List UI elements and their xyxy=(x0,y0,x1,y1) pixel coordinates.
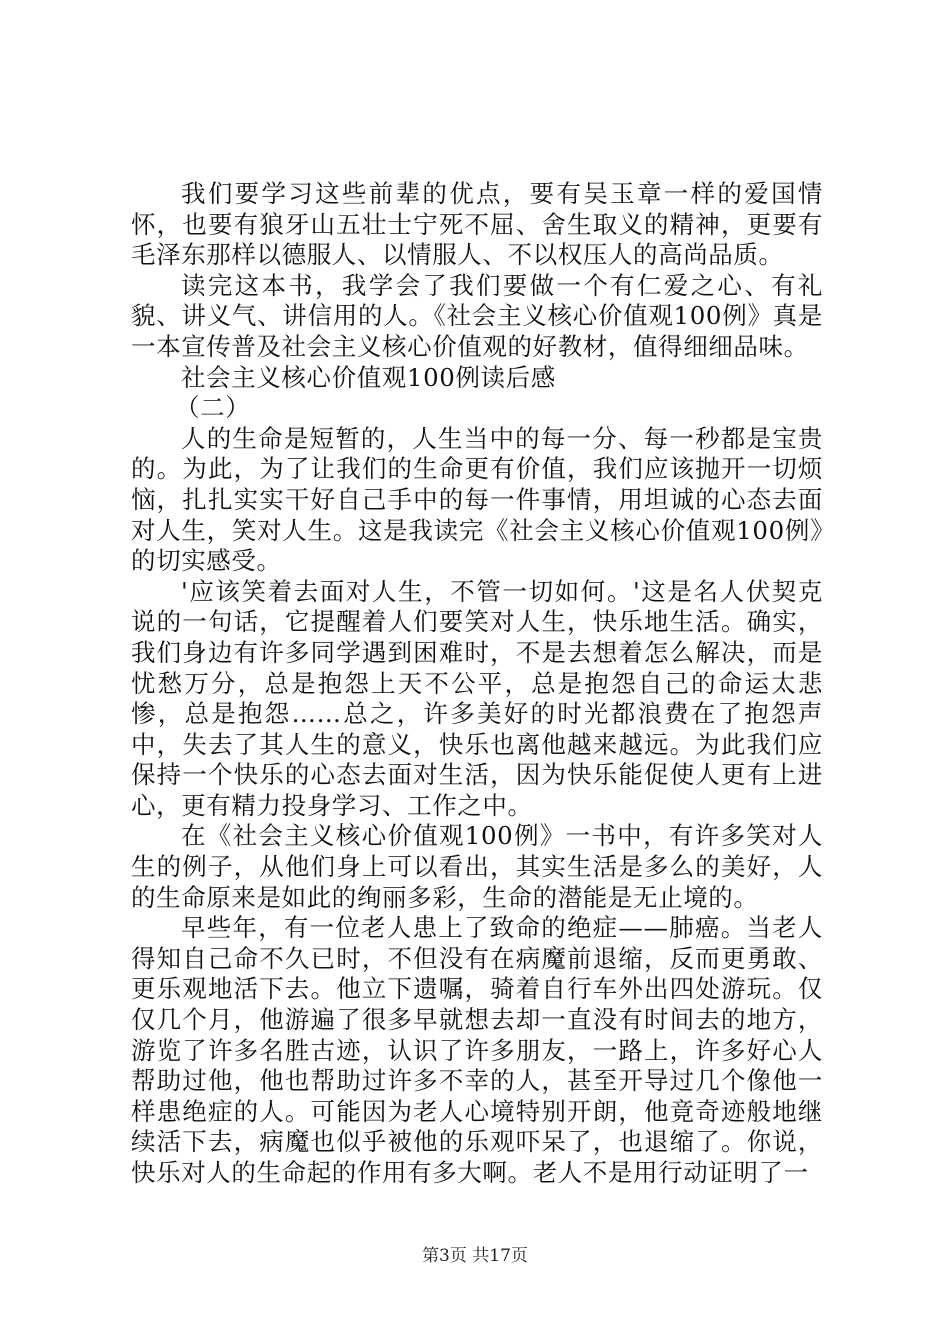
section-title: 社会主义核心价值观100例读后感 xyxy=(181,362,556,392)
paragraph-life-value: 人的生命是短暂的，人生当中的每一分、每一秒都是宝贵的。为此，为了让我们的生命更有价值，我们应该抛开一切烦恼，扎扎实实干好自己手中的每一件事情，用坦诚的心态去面对人生，笑对人生。这是我读完《社会主义核心价值观100例》的切实感受。 xyxy=(131,423,823,576)
section-number: （二） xyxy=(175,393,251,423)
document-body xyxy=(131,179,823,1189)
paragraph-reading-lesson: 读完这本书，我学会了我们要做一个有仁爱之心、有礼貌、讲义气、讲信用的人。《社会主义核心价值观100例》真是一本宣传普及社会主义核心价值观的好教材，值得细细品味。 xyxy=(131,270,823,361)
paragraph-book-examples: 在《社会主义核心价值观100例》一书中，有许多笑对人生的例子，从他们身上可以看出，其实生活是多么的美好，人的生命原来是如此的绚丽多彩，生命的潜能是无止境的。 xyxy=(131,821,823,912)
paragraph-old-man-story: 早些年，有一位老人患上了致命的绝症——肺癌。当老人得知自己命不久已时，不但没有在病魔前退缩，反而更勇敢、更乐观地活下去。他立下遗嘱，骑着自行车外出四处游玩。仅仅几个月，他游遍了很多早就想去却一直没有时间去的地方，游览了许多名胜古迹，认识了许多朋友，一路上，许多好心人帮助过他，他也帮助过许多不幸的人，甚至开导过几个像他一样患绝症的人。可能因为老人心境特别开朗，他竟奇迹般地继续活下去，病魔也似乎被他的乐观吓呆了，也退缩了。你说，快乐对人的生命起的作用有多大啊。老人不是用行动证明了一 xyxy=(131,913,823,1187)
paragraph-smile-quote: '应该笑着去面对人生，不管一切如何。'这是名人伏契克说的一句话，它提醒着人们要笑对人生，快乐地生活。确实，我们身边有许多同学遇到困难时，不是去想着怎么解决，而是忧愁万分，总是抱怨上天不公平，总是抱怨自己的命运太悲惨，总是抱怨……总之，许多美好的时光都浪费在了抱怨声中，失去了其人生的意义，快乐也离他越来越远。为此我们应保持一个快乐的心态去面对生活，因为快乐能促使人更有上进心，更有精力投身学习、工作之中。 xyxy=(131,576,823,820)
page-number-footer: 第3页 共17页 xyxy=(422,1246,528,1266)
paragraph-patriot-virtues: 我们要学习这些前辈的优点，要有吴玉章一样的爱国情怀，也要有狼牙山五壮士宁死不屈、舍生取义的精神，更要有毛泽东那样以德服人、以情服人、不以权压人的高尚品质。 xyxy=(131,179,823,270)
